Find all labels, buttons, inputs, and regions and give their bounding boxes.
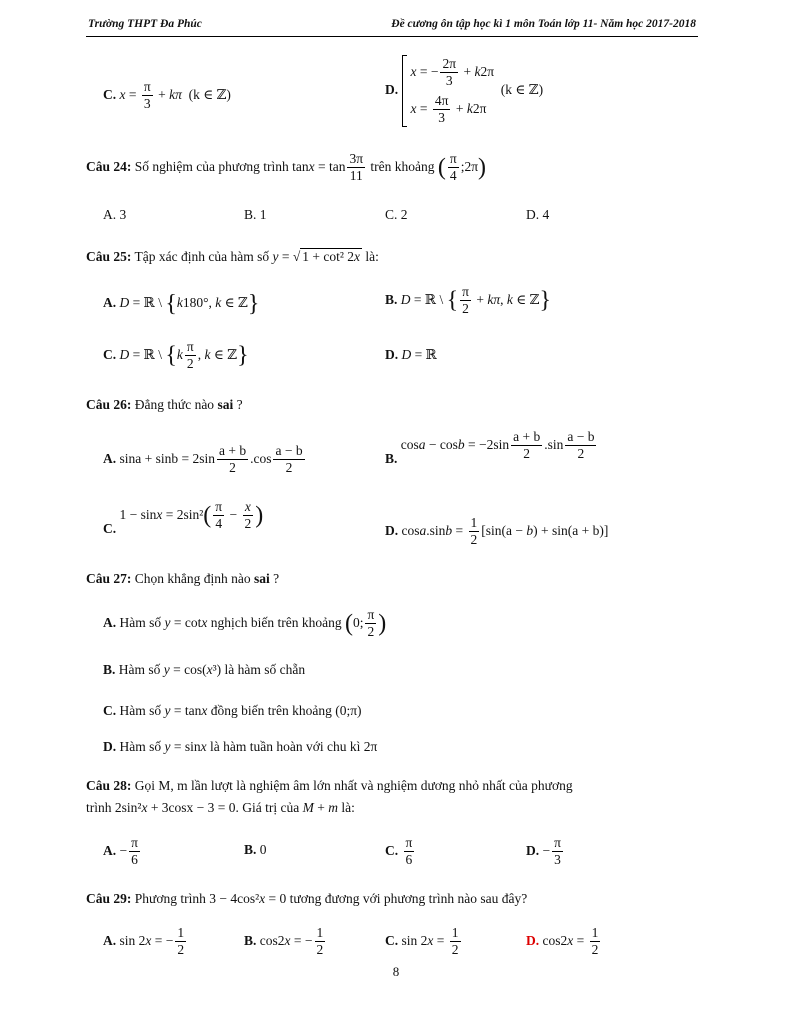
q29-option-a: A. sin 2x = − $\frac{1}{2}$ bbox=[103, 925, 185, 958]
q25-label: Câu 25: bbox=[86, 249, 132, 264]
q27-d-text1: Hàm số bbox=[119, 739, 162, 754]
q27-c-text2: đồng biến trên khoảng bbox=[210, 703, 332, 718]
q25-option-d: D. D = ℝ bbox=[385, 347, 437, 362]
q25-text: Tập xác định của hàm số bbox=[134, 249, 270, 264]
q27-text: Chọn khẳng định nào bbox=[134, 571, 251, 586]
q27-c-text1: Hàm số bbox=[119, 703, 162, 718]
q29-text-a: Phương trình bbox=[134, 891, 206, 906]
q28-line2: trình 2sin²x + 3cosx − 3 = 0. Giá trị của M + m là: bbox=[86, 800, 355, 815]
page-number: 8 bbox=[392, 964, 400, 979]
q27-option-d: D. Hàm số y = sinx là hàm tuần hoàn với chu kì 2π bbox=[103, 739, 378, 754]
q26-option-b: B. cosa − cosb = −2sin $\frac{a + b}{2}$ .sin $\frac{a - b}{2}$ bbox=[385, 429, 595, 466]
q26-end: ? bbox=[236, 397, 243, 412]
q23-option-c: C. x = $\frac{\pi}{3}$ + kπ (k ∈ ℤ) bbox=[103, 79, 231, 112]
q27-end: ? bbox=[273, 571, 280, 586]
q24-text-b: trên khoảng bbox=[370, 158, 435, 174]
q29-text-b: tương đương với phương trình nào sau đây? bbox=[289, 891, 528, 906]
q27-option-c: C. Hàm số y = tanx đồng biến trên khoảng (0;π) bbox=[103, 703, 362, 718]
q23-d-label: D. bbox=[385, 82, 399, 98]
q27-d-text2: là hàm tuần hoàn với chu kì bbox=[210, 739, 361, 754]
q26-option-d: D. cosa.sinb = $\frac{1}{2}$ [sin(a − b) + sin(a + b)] bbox=[385, 515, 609, 548]
q26-label: Câu 26: bbox=[86, 397, 132, 412]
q24-label: Câu 24: bbox=[86, 158, 132, 174]
q25-option-a: A. D = ℝ \ {k180°, k ∈ ℤ} bbox=[103, 291, 260, 317]
q28-b-value: 0 bbox=[259, 842, 267, 857]
header-title: Đề cương ôn tập học kì 1 môn Toán lớp 11- Năm học 2017-2018 bbox=[391, 18, 696, 30]
q28-line1 bbox=[86, 779, 573, 793]
q25-option-b: B. D = ℝ \ { $\frac{\pi}{2}$ + kπ, k ∈ ℤ} bbox=[385, 284, 551, 317]
q26-option-a: A. sina + sinb = 2sin $\frac{a + b}{2}$ .cos $\frac{a - b}{2}$ bbox=[103, 443, 303, 476]
q28-text2a: trình bbox=[86, 800, 112, 815]
q23-option-d: D. x = − $\frac{2\pi}{3}$ + k2π x = $\frac{4\pi}{3}$ + k2π (k ∈ ℤ) bbox=[385, 55, 544, 126]
q25-option-c: C. D = ℝ \ {k $\frac{\pi}{2}$ , k ∈ ℤ} bbox=[103, 339, 249, 372]
q27-a-text1: Hàm số bbox=[119, 614, 162, 630]
q29-label: Câu 29: bbox=[86, 891, 132, 906]
q24-question: Câu 24: Số nghiệm của phương trình tanx = tan $\frac{3\pi}{11}$ trên khoảng ( $\frac{\pi}{4}$ ;2π) bbox=[86, 151, 487, 184]
q29-option-c: C. sin 2x = $\frac{1}{2}$ bbox=[385, 925, 459, 958]
q27-option-b: B. Hàm số y = cos(x³) là hàm số chẵn bbox=[103, 662, 306, 677]
q23-d-k: (k ∈ ℤ) bbox=[500, 82, 544, 98]
q26-bold: sai bbox=[217, 397, 234, 412]
q26-option-c: C. 1 − sinx = 2sin²( $\frac{\pi}{4}$ − $\frac{x}{2}$ ) bbox=[103, 499, 264, 536]
q24-text: Số nghiệm của phương trình bbox=[134, 158, 289, 174]
q27-question bbox=[86, 572, 279, 586]
q28-text2c: là: bbox=[341, 800, 355, 815]
q24-option-a: A. 3 bbox=[103, 207, 127, 222]
q27-b-text1: Hàm số bbox=[118, 662, 161, 677]
q27-b-text2: là hàm số chẵn bbox=[224, 662, 306, 677]
q28-text2b: . Giá trị của bbox=[235, 800, 300, 815]
q24-option-b: B. 1 bbox=[244, 207, 267, 222]
q27-bold: sai bbox=[254, 571, 270, 586]
q28-option-d: D. − $\frac{\pi}{3}$ bbox=[526, 835, 561, 868]
q24-option-d: D. 4 bbox=[526, 207, 550, 222]
q25-question: Câu 25: Tập xác định của hàm số y = √ 1 + cot² 2x là: bbox=[86, 249, 379, 264]
q28-option-a: A. − $\frac{\pi}{6}$ bbox=[103, 835, 138, 868]
q24-option-c: C. 2 bbox=[385, 207, 408, 222]
q26-question bbox=[86, 398, 243, 412]
q23-c-label: C. bbox=[103, 86, 117, 102]
q26-text: Đẳng thức nào bbox=[134, 397, 215, 412]
q28-option-c: C. $\frac{\pi}{6}$ bbox=[385, 835, 413, 868]
q29-option-b: B. cos2x = − $\frac{1}{2}$ bbox=[244, 925, 324, 958]
q28-text1: Gọi M, m lần lượt là nghiệm âm lớn nhất và nghiệm dương nhỏ nhất của phương bbox=[134, 778, 573, 793]
header-school: Trường THPT Đa Phúc bbox=[88, 18, 202, 30]
q27-a-text2: nghịch biến trên khoảng bbox=[210, 614, 342, 630]
q29-option-d: D. cos2x = $\frac{1}{2}$ bbox=[526, 925, 599, 958]
q28-label: Câu 28: bbox=[86, 778, 132, 793]
header-rule bbox=[86, 36, 698, 37]
q28-option-b: B. 0 bbox=[244, 842, 267, 857]
q25-text-end: là: bbox=[365, 249, 379, 264]
q29-question: Câu 29: Phương trình 3 − 4cos²x = 0 tương đương với phương trình nào sau đây? bbox=[86, 891, 528, 906]
q27-option-a: A. Hàm số y = cotx nghịch biến trên khoảng (0; $\frac{\pi}{2}$ ) bbox=[103, 607, 387, 640]
q23-c-k: (k ∈ ℤ) bbox=[188, 86, 231, 102]
q27-label: Câu 27: bbox=[86, 571, 132, 586]
